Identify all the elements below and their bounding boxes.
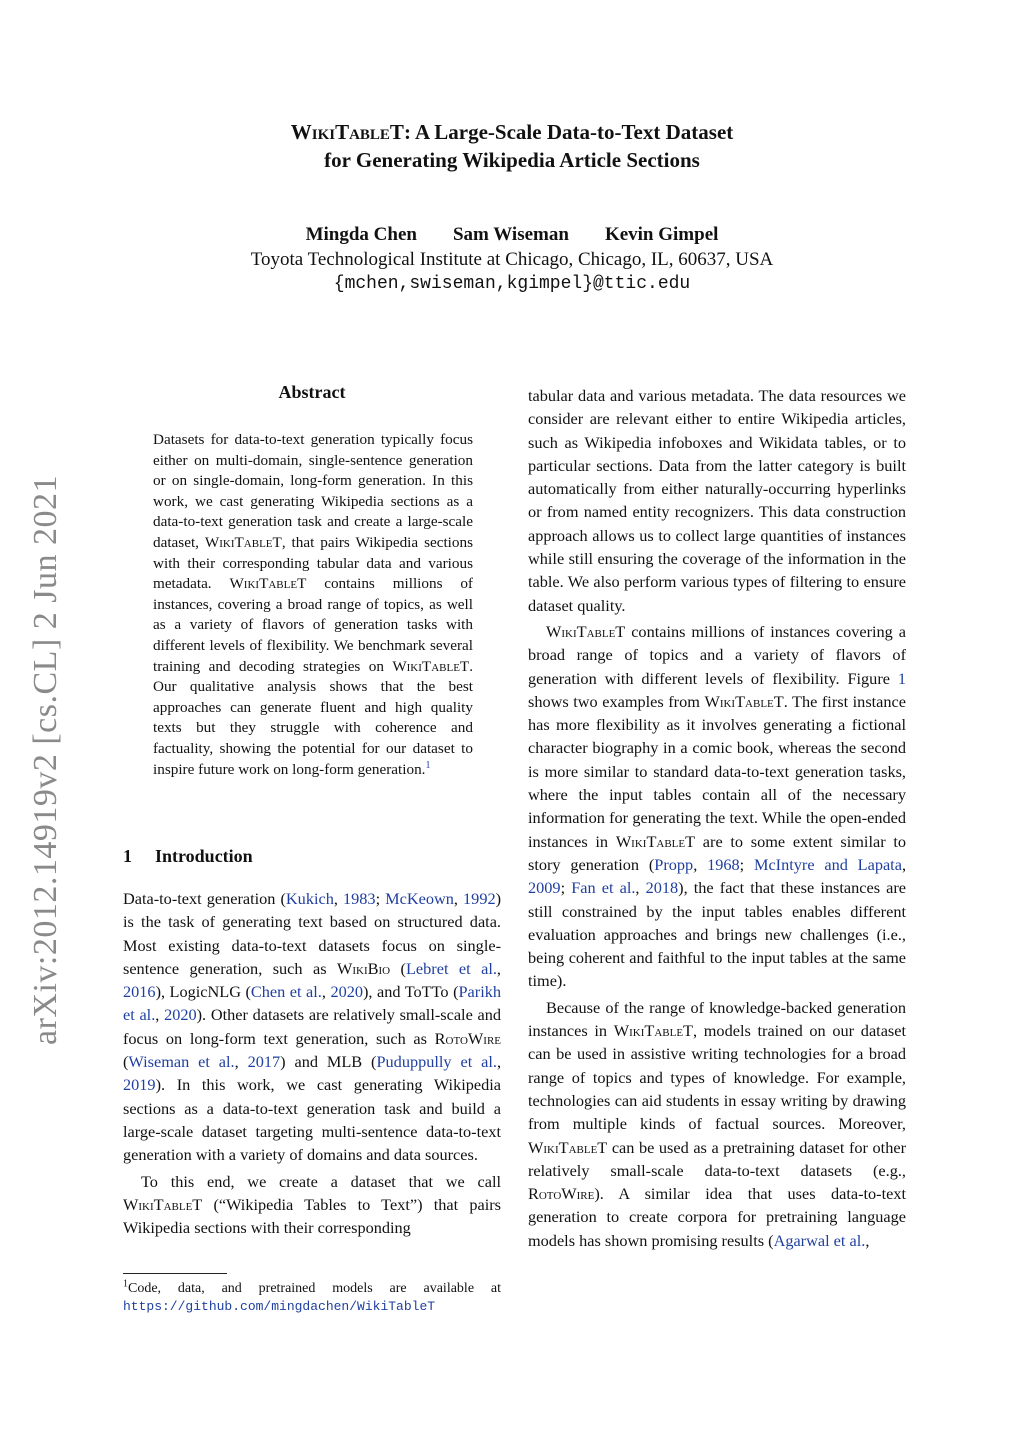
citation-link[interactable]: 2016	[123, 982, 156, 1002]
title-line2: for Generating Wikipedia Article Sections	[324, 148, 700, 172]
dataset-name: WikiTableT	[615, 831, 696, 851]
intro-paragraph: tabular data and various metadata. The data resources we consider are relevant either to entire Wikipedia articles, such as Wikipedia infoboxes and Wikidata tables, or to particular sections. Data from the latter category is built automatically from either naturally-occurring hyperlinks or from named entity recognizers. This data construction approach allows us to collect large quantities of instances while still ensuring the coverage of the information in the table. We also perform various types of filtering to ensure dataset quality.	[528, 386, 906, 615]
dataset-name: WikiTableT	[229, 575, 307, 593]
dataset-name: WikiTableT	[704, 691, 784, 711]
author-names	[112, 222, 912, 247]
dataset-name: WikiTableT	[528, 1137, 608, 1157]
footnote-mark: 1	[123, 1278, 128, 1290]
intro-paragraph: Data-to-text generation (Kukich, 1983; McKeown, 1992) is the task of generating text based on structured data. Most existing data-to-text datasets focus on single-sentence generation, such as WikiBio (Lebret et al., 2016), LogicNLG (Chen et al., 2020), and ToTTo (Parikh et al., 2020). Other datasets are relatively small-scale and focus on long-form text generation, such as RotoWire (Wiseman et al., 2017) and MLB (Puduppully et al., 2019). In this work, we cast generating Wikipedia sections as a data-to-text generation task and build a large-scale dataset targeting multi-sentence data-to-text generation with a variety of domains and data sources.	[123, 889, 502, 1165]
intro-paragraph: To this end, we create a dataset that we call WikiTableT (“Wikipedia Tables to Text”) that pairs Wikipedia sections with their corresponding	[123, 1171, 501, 1238]
citation-link[interactable]: 2020	[330, 982, 364, 1002]
arxiv-stamp: arXiv:2012.14919v2 [cs.CL] 2 Jun 2021	[27, 474, 64, 1046]
dataset-name: RotoWire	[434, 1028, 501, 1048]
intro-right-column	[528, 384, 906, 1252]
author-name: Mingda Chen	[305, 224, 417, 245]
author-name: Kevin Gimpel	[604, 224, 719, 245]
author-block	[112, 222, 912, 297]
dataset-name: WikiTableT	[123, 1194, 203, 1214]
citation-link[interactable]: McIntyre and Lapata	[753, 854, 902, 874]
citation-link[interactable]: Propp	[654, 854, 694, 874]
dataset-name: RotoWire	[528, 1184, 595, 1204]
intro-paragraph: Because of the range of knowledge-backed generation instances in WikiTableT, models trained on our dataset can be used in assistive writing technologies for a broad range of topics and types of knowledge. For example, technologies can aid students in essay writing by drawing from multiple kinds of factual sources. Moreover, WikiTableT can be used as a pretraining dataset for other relatively small-scale data-to-text datasets (e.g., RotoWire). A similar idea that uses data-to-text generation to create corpora for pretraining language models has shown promising results (Agarwal et al.,	[528, 997, 907, 1250]
citation-link[interactable]: 2019	[123, 1075, 156, 1095]
dataset-name: WikiBio	[337, 958, 391, 978]
citation-link[interactable]: 2018	[645, 878, 679, 898]
title-line1: : A Large-Scale Data-to-Text Dataset	[403, 120, 734, 144]
dataset-name: WikiTableT	[204, 533, 282, 551]
citation-link[interactable]: Kukich	[285, 889, 334, 908]
citation-link[interactable]: Agarwal et al.	[773, 1230, 866, 1250]
dataset-name: WikiTableT	[546, 621, 626, 641]
citation-link[interactable]: Chen et al.	[250, 982, 322, 1002]
footnote-text: Code, data, and pretrained models are available at	[128, 1281, 501, 1296]
title-dataset-name: WikiTableT	[290, 120, 404, 144]
dataset-name: WikiTableT	[613, 1021, 693, 1041]
abstract-part: Datasets for data-to-text generation typically focus either on multi-domain, single-sentence generation or on single-domain, long-form generation. In this work, we cast generating Wikipedia sections as a data-to-text generation task and create a large-scale dataset,	[153, 431, 473, 551]
footnote-rule	[123, 1273, 227, 1274]
citation-link[interactable]: Puduppully et al.	[376, 1052, 497, 1072]
section-title: Introduction	[155, 846, 253, 866]
citation-link[interactable]: McKeown	[385, 889, 454, 908]
citation-link[interactable]: 1983	[343, 889, 376, 908]
citation-link[interactable]: 2009	[528, 878, 561, 898]
citation-link[interactable]: 1992	[463, 889, 496, 908]
abstract-part: , that pairs Wikipedia sections with their corresponding tabular data and various metadata.	[153, 533, 473, 593]
figure-ref-link[interactable]: 1	[897, 668, 906, 688]
citation-link[interactable]: 2017	[247, 1052, 281, 1072]
citation-link[interactable]: 2020	[164, 1005, 197, 1025]
abstract-part: contains millions of instances, covering a broad range of topics, as well as a variety of flavors of generation tasks with different levels of flexibility. We benchmark several training and decoding strategies on	[153, 575, 473, 675]
dataset-name: WikiTableT	[392, 657, 470, 675]
abstract-part: . Our qualitative analysis shows that the best approaches can generate fluent and high quality texts but they struggle with coherence and factuality, showing the potential for our dataset to inspire future work on long-form generation.	[153, 657, 473, 778]
author-name: Sam Wiseman	[452, 224, 569, 245]
section-heading	[123, 846, 253, 867]
intro-left-column	[123, 887, 501, 1239]
abstract-heading: Abstract	[278, 382, 346, 402]
citation-link[interactable]: 1968	[707, 854, 740, 874]
citation-link[interactable]: Parikh et al.	[123, 982, 502, 1025]
github-link[interactable]: https://github.com/mingdachen/WikiTableT	[123, 1299, 436, 1314]
affiliation: Toyota Technological Institute at Chicago, Chicago, IL, 60637, USA	[250, 249, 774, 270]
citation-link[interactable]: Wiseman et al.	[128, 1052, 235, 1072]
author-emails: {mchen,swiseman,kgimpel}@ttic.edu	[333, 274, 691, 294]
citation-link[interactable]: Fan et al.	[571, 878, 636, 898]
footnote-marker-link[interactable]: 1	[425, 759, 431, 771]
paper-title	[112, 118, 912, 174]
citation-link[interactable]: Lebret et al.	[405, 958, 497, 978]
abstract-text	[153, 430, 473, 780]
section-number: 1	[123, 846, 132, 866]
intro-paragraph: WikiTableT contains millions of instances covering a broad range of topics and a variety of flavors of generation with different levels of flexibility. Figure 1 shows two examples from WikiTableT. The first instance has more flexibility as it involves generating a fictional character biography in a comic book, whereas the second is more similar to standard data-to-text generation tasks, where the input tables contain all of the necessary information for generating the text. While the open-ended instances in WikiTableT are to some extent similar to story generation (Propp, 1968; McIntyre and Lapata, 2009; Fan et al., 2018), the fact that these instances are still constrained by the input tables enables different evaluation approaches and brings new challenges (i.e., being coherent and faithful to the input tables at the same time).	[528, 621, 907, 991]
footnote	[123, 1280, 501, 1316]
